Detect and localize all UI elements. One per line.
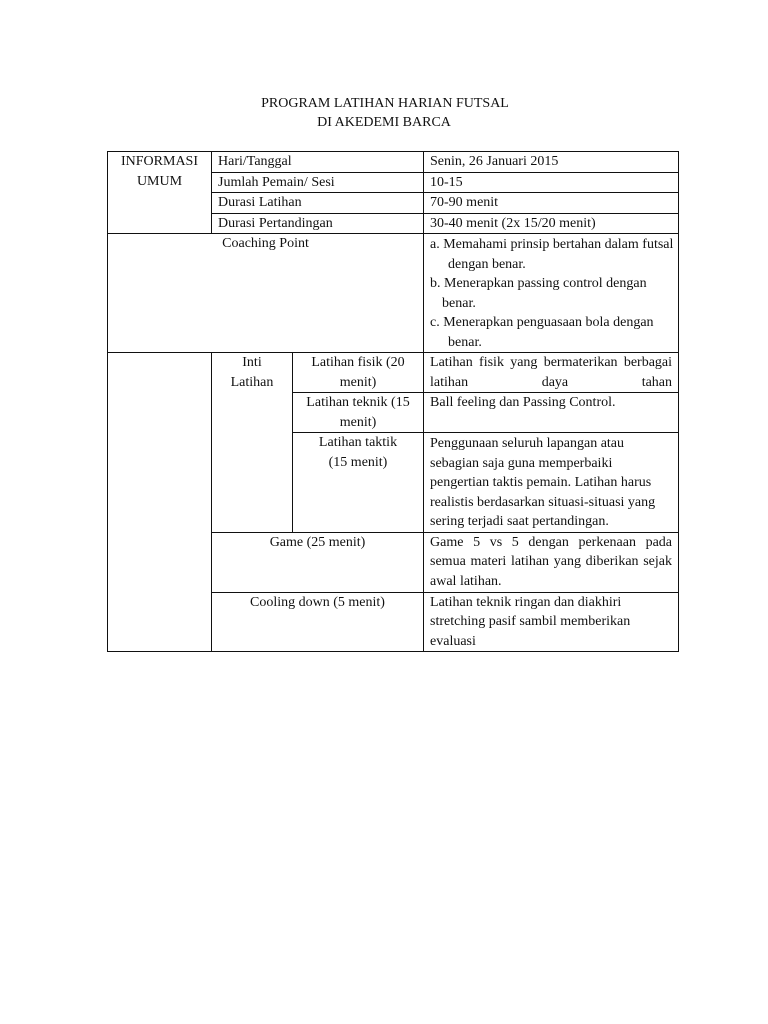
info-label: Durasi Pertandingan: [212, 213, 424, 234]
training-program-table: [107, 151, 679, 652]
document-title: [0, 94, 768, 132]
inti-latihan-label: Inti Latihan: [212, 353, 293, 533]
list-item: b. Menerapkan passing control dengan benar.: [430, 276, 647, 311]
list-item: a. Memahami prinsip bertahan dalam futsal dengan benar.: [430, 237, 674, 272]
title-line-1: PROGRAM LATIHAN HARIAN FUTSAL: [261, 96, 509, 111]
info-section-label: INFORMASI UMUM: [108, 152, 212, 234]
coaching-points-cell: [424, 234, 679, 353]
table-row: [108, 234, 679, 353]
game-label: Game (25 menit): [212, 532, 424, 592]
info-value: Senin, 26 Januari 2015: [424, 152, 679, 173]
info-label: Hari/Tanggal: [212, 152, 424, 173]
table-row: [108, 353, 679, 393]
activity-label: Latihan fisik (20 menit): [293, 353, 424, 393]
coaching-point-label: Coaching Point: [108, 234, 424, 353]
info-value: 30-40 menit (2x 15/20 menit): [424, 213, 679, 234]
activity-desc: Ball feeling dan Passing Control.: [424, 393, 679, 433]
activity-label: Latihan taktik (15 menit): [293, 433, 424, 533]
cooling-label: Cooling down (5 menit): [212, 592, 424, 652]
cooling-desc: Latihan teknik ringan dan diakhiri stretching pasif sambil memberikan evaluasi: [424, 592, 679, 652]
info-label: Jumlah Pemain/ Sesi: [212, 172, 424, 193]
info-value: 10-15: [424, 172, 679, 193]
activity-label: Latihan teknik (15 menit): [293, 393, 424, 433]
game-desc: Game 5 vs 5 dengan perkenaan pada semua materi latihan yang diberikan sejak awal latihan.: [424, 532, 679, 592]
title-line-2: DI AKEDEMI BARCA: [317, 115, 451, 130]
coaching-points-list: [428, 235, 674, 352]
activity-desc-text: Latihan fisik yang bermaterikan berbagai latihan daya tahan: [430, 355, 673, 390]
list-item: c. Menerapkan penguasaan bola dengan benar.: [430, 315, 654, 350]
info-label: Durasi Latihan: [212, 193, 424, 214]
empty-cell: [108, 353, 212, 652]
info-value: 70-90 menit: [424, 193, 679, 214]
table-row: [108, 152, 679, 173]
activity-desc: Penggunaan seluruh lapangan atau sebagian saja guna memperbaiki pengertian taktis pemain. Latihan harus realistis berdasarkan situasi-situasi yang sering terjadi saat pertandingan.: [424, 433, 679, 533]
activity-desc: [424, 353, 679, 393]
